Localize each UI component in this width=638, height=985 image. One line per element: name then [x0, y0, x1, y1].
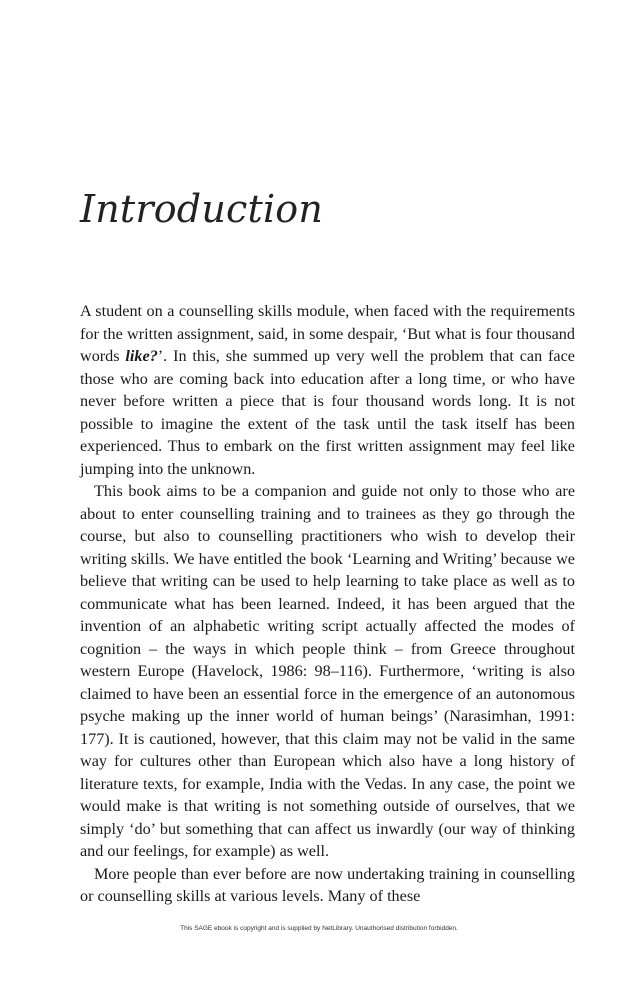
paragraph-2: This book aims to be a companion and guide not only to those who are about to enter counselling training and to trainees as they go through the course, but also to counselling practitioners who wish to develop their writing skills. We have entitled the book ‘Learning and Writing’ because we believe that writing can be used to help learning to take place as well as to communicate what has been learned. Indeed, it has been argued that the invention of an alphabetic writing script actually affected the modes of cognition – the ways in which people think – from Greece throughout western Europe (Havelock, 1986: 98–116). Furthermore, ‘writing is also claimed to have been an essential force in the emergence of an autonomous psyche making up the inner world of human beings’ (Narasimhan, 1991: 177). It is cautioned, however, that this claim may not be valid in the same way for cultures other than European which also have a long history of literature texts, for example, India with the Vedas. In any case, the point we would make is that writing is not something outside of ourselves, that we simply ‘do’ but something that can affect us inwardly (our way of thinking and our feelings, for example) as well.	[80, 482, 575, 860]
paragraph-1	[80, 300, 575, 480]
paragraph-3: More people than ever before are now undertaking training in counselling or counselling skills at various levels. Many of these	[80, 864, 575, 905]
chapter-title: Introduction	[80, 187, 324, 231]
paragraph-1-text-b: ’. In this, she summed up very well the problem that can face those who are coming back into education after a long time, or who have never before written a piece that is four thousand words long. It is not possible to imagine the extent of the task until the task itself has been experienced. Thus to embark on the first written assignment may feel like jumping into the unknown.	[80, 347, 575, 478]
body-text	[80, 300, 575, 908]
copyright-notice: This SAGE ebook is copyright and is supplied by NetLibrary. Unauthorised distribution forbidden.	[180, 925, 458, 932]
paragraph-1-text-a: A student on a counselling skills module, when faced with the requirements for the written assignment, said, in some despair, ‘But what is four thousand words	[80, 302, 575, 365]
emphasis-like: like?	[125, 347, 158, 365]
